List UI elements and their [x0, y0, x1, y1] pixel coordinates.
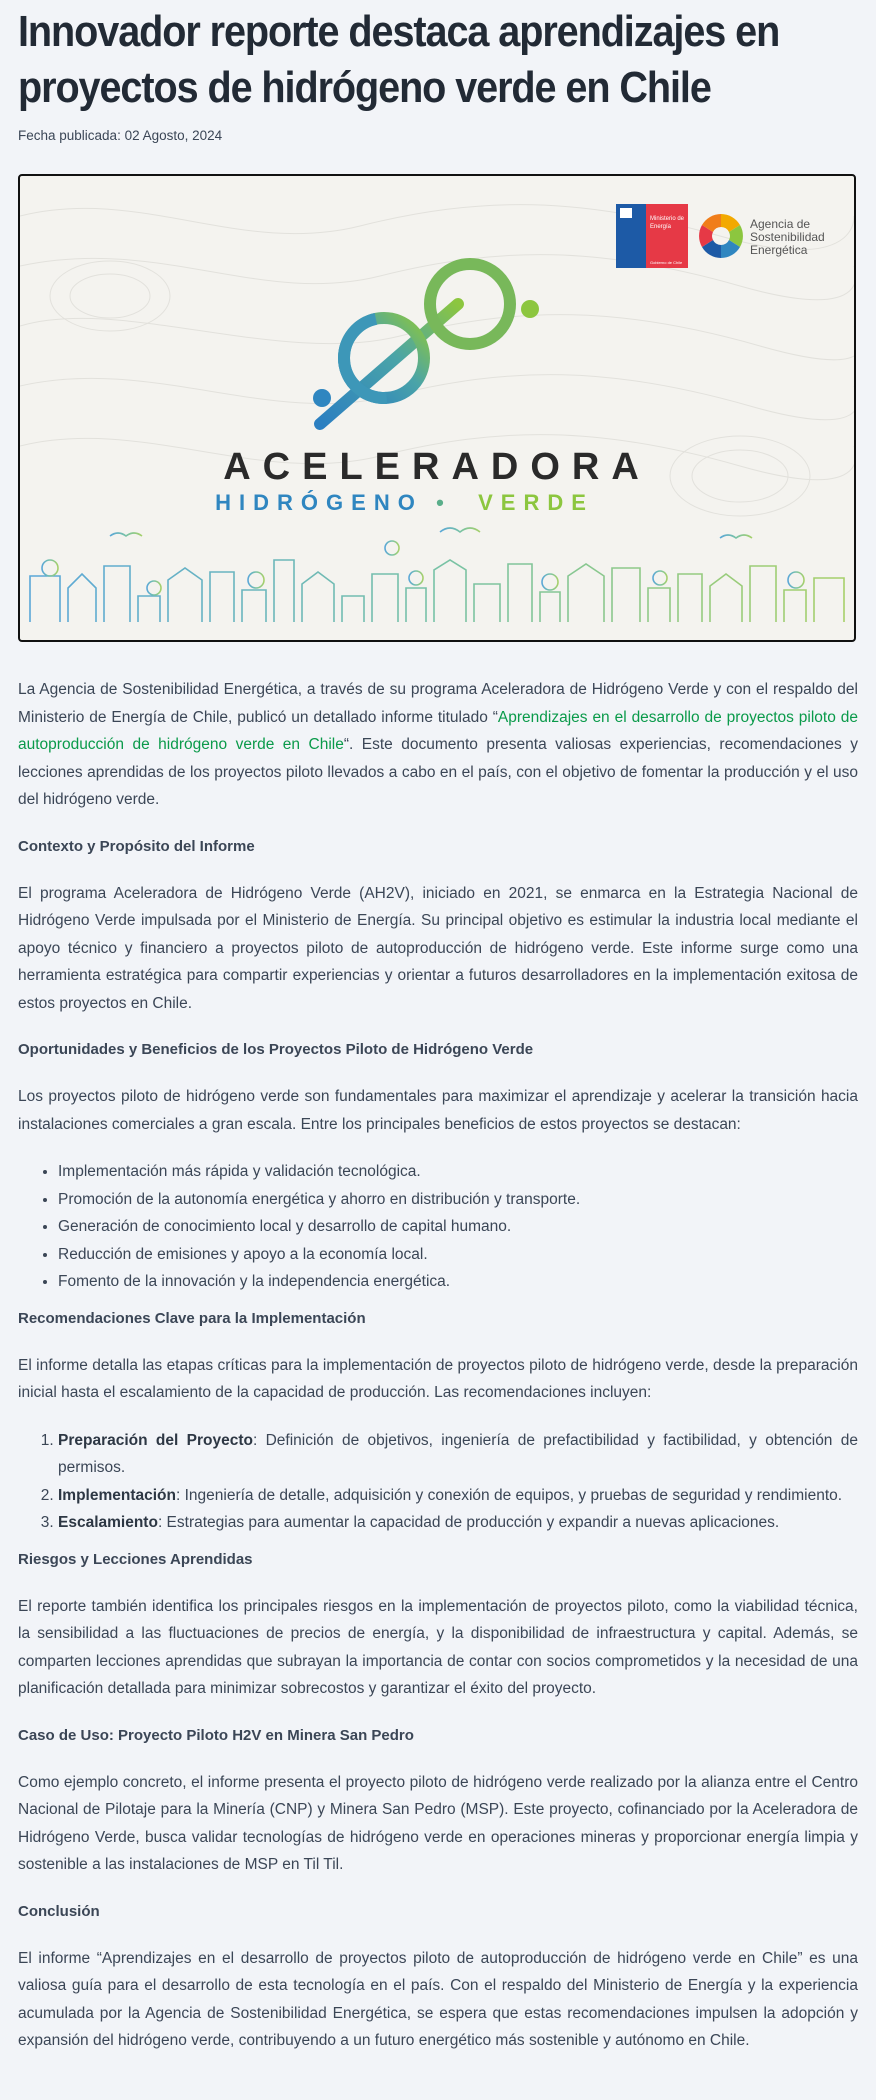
article-body	[18, 676, 858, 2055]
article-title: Innovador reporte destaca aprendizajes en proyectos de hidrógeno verde en Chile	[18, 7, 780, 112]
section-heading-conclusion: Conclusión	[18, 1902, 100, 1920]
svg-text:VERDE: VERDE	[478, 490, 594, 515]
svg-text:Agencia de: Agencia de	[750, 217, 811, 231]
conclusion-paragraph: El informe “Aprendizajes en el desarrollo de proyectos piloto de autoproducción de hidrógeno verde en Chile” es una valiosa guía para el desarrollo de esta tecnología en el país. Con el respaldo del Ministerio de Energía y la experiencia acumulada por la Agencia de Sostenibilidad Energética, se espera que estas recomendaciones impulsen la adopción y expansión del hidrógeno verde, contribuyendo a un futuro energético más sostenible y autónomo en Chile.	[18, 1949, 858, 2049]
svg-text:•: •	[436, 490, 444, 515]
use-case-paragraph: Como ejemplo concreto, el informe presenta el proyecto piloto de hidrógeno verde realizado por la alianza entre el Centro Nacional de Pilotaje para la Minería (CNP) y Minera San Pedro (MSP). Este proyecto, cofinanciado por la Aceleradora de Hidrógeno Verde, busca validar tecnologías de hidrógeno verde en operaciones mineras y proporcionar energía limpia y sostenible a las instalaciones de MSP en Til Til.	[18, 1773, 858, 1873]
section-heading-recommendations: Recomendaciones Clave para la Implementación	[18, 1309, 366, 1327]
svg-text:Ministerio de: Ministerio de	[650, 216, 685, 222]
list-item: 3. Escalamiento: Estrategias para aumentar la capacidad de producción y expandir a nuevas aplicaciones.	[58, 1509, 858, 1537]
section-heading-benefits: Oportunidades y Beneficios de los Proyectos Piloto de Hidrógeno Verde	[18, 1041, 534, 1058]
list-item: • Generación de conocimiento local y desarrollo de capital humano.	[58, 1213, 858, 1241]
list-item: 1. Preparación del Proyecto: Definición de objetivos, ingeniería de prefactibilidad y factibilidad, y obtención de permisos.	[58, 1427, 858, 1482]
hydrogen-molecule-icon	[313, 264, 539, 424]
section-heading-context: Contexto y Propósito del Informe	[18, 837, 255, 855]
svg-text:HIDRÓGENO: HIDRÓGENO	[215, 490, 423, 515]
brand-subtitle	[215, 490, 594, 515]
section-heading-use-case: Caso de Uso: Proyecto Piloto H2V en Minera San Pedro	[18, 1726, 414, 1744]
publish-date: Fecha publicada: 02 Agosto, 2024	[18, 128, 223, 143]
list-item: • Implementación más rápida y validación tecnológica.	[58, 1158, 858, 1186]
list-item: 2. Implementación: Ingeniería de detalle, adquisición y conexión de equipos, y pruebas de seguridad y rendimiento.	[58, 1482, 858, 1510]
benefits-list	[18, 1158, 858, 1296]
svg-text:Energía: Energía	[650, 224, 672, 230]
svg-text:Sostenibilidad: Sostenibilidad	[750, 230, 825, 244]
recommendations-list	[18, 1427, 858, 1537]
hero-image	[18, 174, 856, 642]
ministry-logo	[616, 204, 688, 268]
benefits-paragraph: Los proyectos piloto de hidrógeno verde son fundamentales para maximizar el aprendizaje y acelerar la transición hacia instalaciones comerciales a gran escala. Entre los principales beneficios de estos proyectos se destacan:	[18, 1088, 858, 1133]
agency-logo	[699, 214, 825, 258]
hero-illustration	[20, 176, 854, 640]
city-skyline	[20, 528, 854, 632]
context-paragraph: El programa Aceleradora de Hidrógeno Verde (AH2V), iniciado en 2021, se enmarca en la Estrategia Nacional de Hidrógeno Verde impulsada por el Ministerio de Energía. Su principal objetivo es estimular la industria local mediante el apoyo técnico y financiero a proyectos piloto de autoproducción de hidrógeno verde. Este informe surge como una herramienta estratégica para compartir experiencias y orientar a futuros desarrolladores en la implementación exitosa de estos proyectos en Chile.	[18, 884, 858, 1012]
list-item: • Promoción de la autonomía energética y ahorro en distribución y transporte.	[58, 1186, 858, 1214]
recommendations-paragraph: El informe detalla las etapas críticas para la implementación de proyectos piloto de hidrógeno verde, desde la preparación inicial hasta el escalamiento de la capacidad de producción. Las recomendaciones incluyen:	[18, 1356, 858, 1401]
list-item: • Reducción de emisiones y apoyo a la economía local.	[58, 1241, 858, 1269]
svg-text:Gobierno de Chile: Gobierno de Chile	[650, 260, 683, 265]
risks-paragraph: El reporte también identifica los principales riesgos en la implementación de proyectos piloto, como la viabilidad técnica, la sensibilidad a las fluctuaciones de precios de energía, y la disponibilidad de infraestructura y capital. Además, se comparten lecciones aprendidas que subrayan la importancia de contar con socios comprometidos y la necesidad de una planificación detallada para minimizar sobrecostos y garantizar el éxito del proyecto.	[18, 1597, 858, 1697]
svg-text:Energética: Energética	[750, 243, 808, 257]
report-link[interactable]: Aprendizajes en el desarrollo de proyectos piloto de autoproducción de hidrógeno verde en Chile	[18, 708, 858, 753]
section-heading-risks: Riesgos y Lecciones Aprendidas	[18, 1550, 253, 1568]
intro-paragraph: La Agencia de Sostenibilidad Energética, a través de su programa Aceleradora de Hidrógeno Verde y con el respaldo del Ministerio de Energía de Chile, publicó un detallado informe titulado “Aprendizajes en el desarrollo de proyectos piloto de autoproducción de hidrógeno verde en Chile“. Este documento presenta valiosas experiencias, recomendaciones y lecciones aprendidas de los proyectos piloto llevados a cabo en el país, con el objetivo de fomentar la producción y el uso del hidrógeno verde.	[18, 681, 858, 808]
brand-wordmark: ACELERADORA	[223, 446, 651, 488]
list-item: • Fomento de la innovación y la independencia energética.	[58, 1268, 858, 1296]
